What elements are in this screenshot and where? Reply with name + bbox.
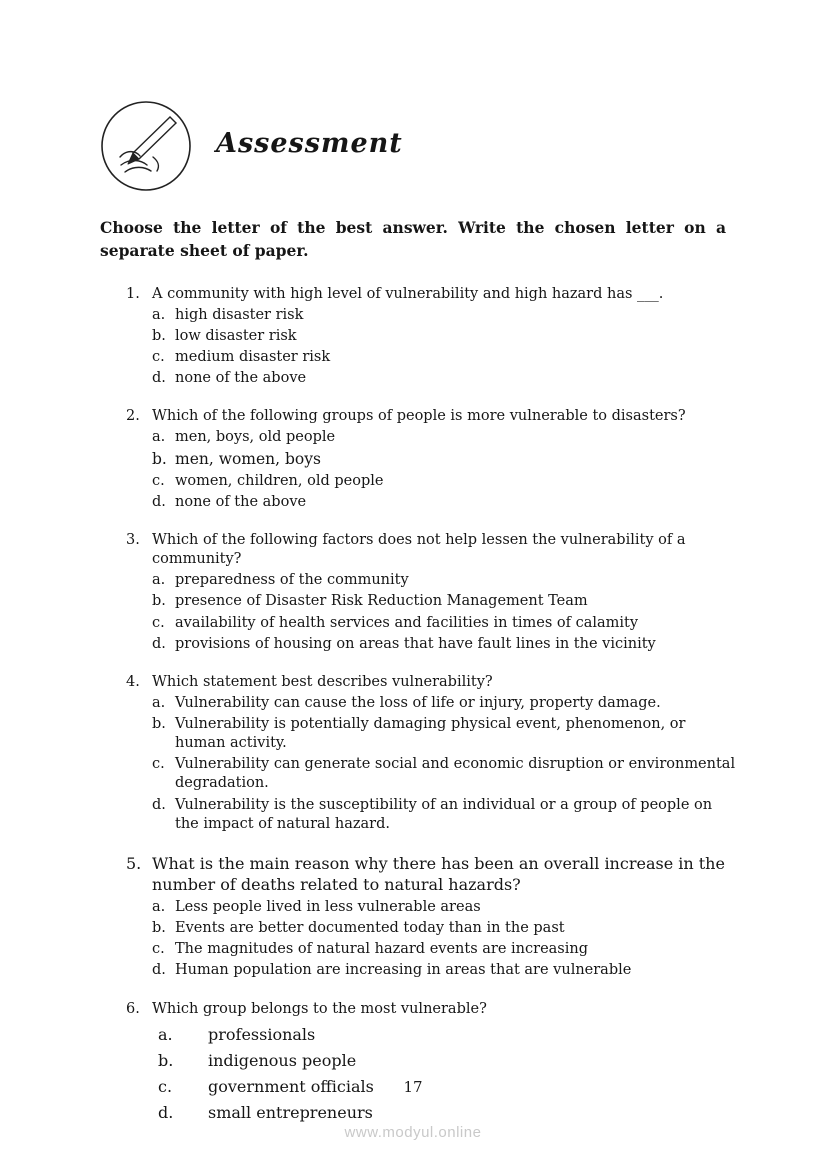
option-letter: a. [152, 429, 166, 446]
question-text: Which statement best describes vulnerability? [152, 673, 493, 690]
answer-option [152, 715, 736, 753]
option-text: indigenous people [208, 1050, 357, 1070]
option-letter: b. [152, 327, 166, 344]
page-title: Assessment [216, 127, 403, 159]
options-list [152, 898, 736, 981]
option-text: Vulnerability is potentially damaging physical event, phenomenon, or human activity. [175, 716, 686, 752]
answer-option [152, 614, 736, 633]
question-text: What is the main reason why there has been an overall increase in the number of deaths related to natural hazards? [152, 853, 725, 895]
option-letter: a. [158, 1024, 173, 1044]
question-number: 3. [126, 532, 140, 549]
page-number: 17 [403, 1078, 423, 1096]
answer-option [158, 1101, 736, 1124]
answer-option [152, 796, 736, 834]
option-text: Less people lived in less vulnerable areas [175, 899, 481, 916]
option-letter: c. [152, 472, 165, 489]
option-letter: b. [152, 450, 167, 469]
options-list [158, 1023, 736, 1125]
questions-list [126, 285, 736, 1125]
writing-hand-icon [100, 100, 192, 192]
options-list [152, 571, 736, 654]
option-letter: d. [152, 962, 166, 979]
options-list [152, 694, 736, 834]
option-text: preparedness of the community [175, 572, 409, 589]
option-letter: a. [152, 306, 166, 323]
option-text: low disaster risk [175, 327, 297, 344]
option-letter: c. [152, 941, 165, 958]
question-text: Which group belongs to the most vulnerable? [152, 1000, 487, 1017]
answer-option [152, 919, 736, 938]
question-number: 1. [126, 285, 140, 302]
option-text: Events are better documented today than in the past [175, 920, 565, 937]
question-number: 5. [126, 853, 142, 873]
option-letter: a. [152, 572, 166, 589]
question-item [126, 285, 736, 389]
question-item [126, 853, 736, 981]
answer-option [152, 428, 736, 447]
option-text: men, boys, old people [175, 429, 336, 446]
answer-option [152, 369, 736, 388]
answer-option [152, 898, 736, 917]
option-text: none of the above [175, 493, 307, 510]
question-number: 6. [126, 1000, 140, 1017]
watermark: www.modyul.online [344, 1124, 482, 1141]
answer-option [152, 755, 736, 793]
question-item [126, 673, 736, 834]
option-text: provisions of housing on areas that have fault lines in the vicinity [175, 635, 656, 652]
answer-option [152, 961, 736, 980]
answer-option [152, 694, 736, 713]
option-letter: b. [158, 1050, 174, 1070]
option-letter: d. [152, 635, 166, 652]
answer-option [158, 1023, 736, 1046]
option-text: medium disaster risk [175, 348, 331, 365]
options-list [152, 306, 736, 389]
option-letter: d. [158, 1103, 174, 1123]
option-text: Vulnerability is the susceptibility of an individual or a group of people on the impact of natural hazard. [175, 796, 713, 832]
question-item [126, 407, 736, 512]
answer-option [152, 592, 736, 611]
question-number: 2. [126, 408, 140, 425]
answer-option [152, 635, 736, 654]
instructions-text: Choose the letter of the best answer. Write the chosen letter on a separate sheet of paper. [100, 218, 726, 261]
answer-option [152, 571, 736, 590]
option-text: government officials [208, 1077, 374, 1097]
option-letter: c. [152, 756, 165, 773]
answer-option [152, 493, 736, 512]
question-number: 4. [126, 673, 140, 690]
question-item [126, 531, 736, 654]
option-text: women, children, old people [175, 472, 384, 489]
option-text: small entrepreneurs [208, 1103, 373, 1123]
option-letter: d. [152, 493, 166, 510]
option-text: availability of health services and facilities in times of calamity [175, 614, 639, 631]
answer-option [158, 1049, 736, 1072]
question-text: Which of the following groups of people is more vulnerable to disasters? [152, 408, 686, 425]
question-text: A community with high level of vulnerability and high hazard has ___. [152, 285, 664, 302]
question-text: Which of the following factors does not help lessen the vulnerability of a community? [152, 532, 686, 568]
option-text: Vulnerability can cause the loss of life or injury, property damage. [175, 694, 661, 711]
option-text: presence of Disaster Risk Reduction Management Team [175, 593, 588, 610]
question-item [126, 1000, 736, 1125]
option-letter: a. [152, 694, 166, 711]
option-text: Vulnerability can generate social and economic disruption or environmental degradation. [175, 756, 736, 792]
answer-option [152, 306, 736, 325]
answer-option [152, 327, 736, 346]
option-letter: c. [152, 614, 165, 631]
option-letter: d. [152, 796, 166, 813]
option-text: Human population are increasing in areas that are vulnerable [175, 962, 632, 979]
answer-option [152, 940, 736, 959]
option-letter: b. [152, 920, 166, 937]
option-text: high disaster risk [175, 306, 304, 323]
answer-option [152, 449, 736, 469]
answer-option [152, 348, 736, 367]
option-letter: b. [152, 593, 166, 610]
options-list [152, 428, 736, 512]
option-letter: b. [152, 716, 166, 733]
assessment-header [100, 100, 726, 192]
answer-option [152, 472, 736, 491]
option-letter: c. [158, 1077, 173, 1097]
option-letter: a. [152, 899, 166, 916]
option-text: professionals [208, 1024, 316, 1044]
option-text: men, women, boys [175, 450, 321, 469]
option-letter: d. [152, 370, 166, 386]
option-text: The magnitudes of natural hazard events are increasing [175, 941, 588, 958]
option-letter: c. [152, 348, 165, 365]
option-text: none of the above [175, 370, 307, 386]
